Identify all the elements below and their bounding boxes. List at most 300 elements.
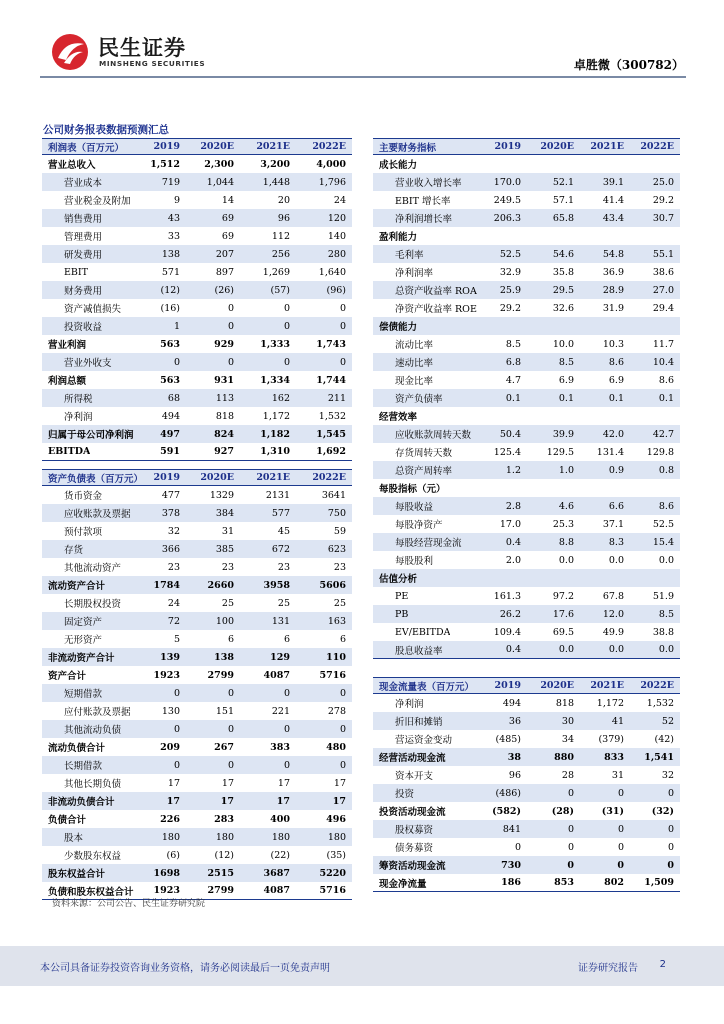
cell-value: 1,448 bbox=[262, 176, 290, 188]
cell-value: 400 bbox=[270, 813, 290, 825]
cell-value: 496 bbox=[326, 813, 346, 825]
cell-value: 130 bbox=[161, 705, 180, 717]
year-header: 2022E bbox=[312, 141, 346, 152]
cell-value: 68 bbox=[167, 392, 180, 404]
cell-value: 0.9 bbox=[608, 464, 624, 476]
cell-value: (12) bbox=[160, 284, 180, 296]
table-row bbox=[373, 838, 680, 856]
year-header: 2019 bbox=[153, 141, 180, 152]
cell-value: 8.5 bbox=[505, 338, 521, 350]
cell-value: 180 bbox=[215, 831, 234, 843]
cell-value: 480 bbox=[326, 741, 346, 753]
row-label: 每股净资产 bbox=[395, 520, 443, 531]
table-header-row bbox=[42, 138, 352, 155]
row-label: EBIT 增长率 bbox=[395, 196, 451, 207]
cell-value: 571 bbox=[161, 266, 180, 278]
table-row bbox=[373, 587, 680, 605]
cell-value: 1698 bbox=[153, 867, 180, 879]
cell-value: 0 bbox=[567, 859, 574, 871]
cell-value: 0 bbox=[617, 859, 624, 871]
cell-value: 163 bbox=[327, 615, 346, 627]
cell-value: 131.4 bbox=[596, 446, 624, 458]
row-label: 负债和股东权益合计 bbox=[48, 886, 134, 898]
cell-value: 17 bbox=[167, 777, 180, 789]
cell-value: 0.0 bbox=[608, 644, 624, 655]
cell-value: 0 bbox=[283, 320, 290, 332]
cell-value: (31) bbox=[601, 805, 624, 817]
cell-value: 0 bbox=[227, 356, 234, 368]
table-row bbox=[373, 299, 680, 317]
cell-value: 26.2 bbox=[499, 608, 521, 620]
table-row bbox=[42, 540, 352, 558]
cell-value: 0.0 bbox=[658, 554, 674, 566]
table-row bbox=[373, 802, 680, 820]
cell-value: 802 bbox=[604, 877, 624, 888]
table-row bbox=[373, 317, 680, 335]
row-label: 营业成本 bbox=[64, 178, 103, 189]
cell-value: 3958 bbox=[263, 579, 290, 591]
row-label: 投资 bbox=[395, 789, 415, 800]
cell-value: 8.5 bbox=[558, 356, 574, 368]
table-row bbox=[373, 694, 680, 712]
cell-value: 6 bbox=[227, 633, 234, 645]
cell-value: 5220 bbox=[319, 867, 346, 879]
cell-value: 180 bbox=[161, 831, 180, 843]
financial-ratios-table bbox=[373, 138, 680, 659]
row-label: 所得税 bbox=[64, 394, 93, 405]
cell-value: 138 bbox=[161, 248, 180, 260]
row-label: 总资产收益率 ROA bbox=[395, 286, 477, 297]
cell-value: 0.0 bbox=[558, 554, 574, 566]
cell-value: 0 bbox=[567, 787, 574, 799]
cell-value: 0 bbox=[283, 759, 290, 771]
table-row bbox=[373, 389, 680, 407]
row-label: 每股经营现金流 bbox=[395, 538, 462, 549]
cell-value: 577 bbox=[271, 507, 290, 519]
table-row bbox=[42, 558, 352, 576]
cell-value: 3641 bbox=[321, 489, 346, 501]
cell-value: 59 bbox=[333, 525, 346, 537]
cell-value: 43 bbox=[167, 212, 180, 224]
row-label: 毛利率 bbox=[395, 250, 424, 261]
cell-value: 0.0 bbox=[658, 644, 674, 655]
cell-value: 385 bbox=[215, 543, 234, 555]
cell-value: 0 bbox=[227, 302, 234, 314]
cell-value: 33 bbox=[167, 230, 180, 242]
cell-value: 3687 bbox=[263, 867, 290, 879]
cell-value: 39.9 bbox=[552, 428, 574, 440]
table-row bbox=[373, 407, 680, 425]
row-label: 盈利能力 bbox=[379, 232, 418, 243]
cell-value: 8.5 bbox=[658, 608, 674, 620]
cell-value: 0.0 bbox=[608, 554, 624, 566]
table-row bbox=[42, 425, 352, 443]
table-row bbox=[373, 209, 680, 227]
row-label: 短期借款 bbox=[64, 689, 103, 700]
cell-value: 0 bbox=[617, 841, 624, 853]
table-row bbox=[373, 263, 680, 281]
table-row bbox=[373, 479, 680, 497]
row-label: 债务募资 bbox=[395, 843, 434, 854]
table-row bbox=[373, 353, 680, 371]
cell-value: 0 bbox=[667, 823, 674, 835]
table-row bbox=[373, 820, 680, 838]
cell-value: 4.7 bbox=[505, 374, 521, 386]
cell-value: 50.4 bbox=[499, 428, 521, 440]
report-type: 证券研究报告 bbox=[578, 963, 638, 974]
cell-value: 0 bbox=[339, 687, 346, 699]
row-label: 管理费用 bbox=[64, 232, 103, 243]
cell-value: 17 bbox=[277, 777, 290, 789]
row-label: 应付账款及票据 bbox=[64, 707, 131, 718]
year-header: 2020E bbox=[540, 141, 574, 152]
table-row bbox=[42, 389, 352, 407]
year-header: 2020E bbox=[200, 472, 234, 483]
cell-value: 853 bbox=[554, 877, 574, 888]
table-row bbox=[373, 874, 680, 892]
cell-value: 226 bbox=[160, 813, 180, 825]
cell-value: 23 bbox=[167, 561, 180, 573]
cell-value: 0.1 bbox=[608, 392, 624, 404]
cell-value: 45 bbox=[277, 525, 290, 537]
row-label: 存货周转天数 bbox=[395, 448, 453, 459]
cell-value: 112 bbox=[271, 230, 290, 242]
table-row bbox=[42, 407, 352, 425]
table-row bbox=[42, 486, 352, 504]
brand-name: 民生证券 bbox=[98, 36, 186, 60]
table-row bbox=[373, 515, 680, 533]
row-label: 估值分析 bbox=[379, 574, 418, 585]
table-row bbox=[42, 864, 352, 882]
cell-value: 30.7 bbox=[652, 212, 674, 224]
table-row bbox=[373, 712, 680, 730]
cell-value: 25 bbox=[277, 597, 290, 609]
cell-value: 25.3 bbox=[552, 518, 574, 530]
row-label: 现金比率 bbox=[395, 376, 434, 387]
cell-value: 138 bbox=[214, 651, 234, 663]
table-row bbox=[42, 335, 352, 353]
cell-value: 10.4 bbox=[652, 356, 674, 368]
cell-value: 41.4 bbox=[602, 194, 624, 206]
table-row bbox=[42, 191, 352, 209]
source-note: 资料来源：公司公告、民生证券研究院 bbox=[52, 899, 206, 909]
row-label: 速动比率 bbox=[395, 358, 434, 369]
cell-value: 256 bbox=[271, 248, 290, 260]
year-header: 2020E bbox=[540, 680, 574, 691]
cell-value: 6 bbox=[339, 633, 346, 645]
cell-value: 1.0 bbox=[558, 464, 574, 476]
cell-value: 1,744 bbox=[316, 374, 346, 386]
cell-value: 2,300 bbox=[204, 158, 234, 170]
cell-value: 0.1 bbox=[558, 392, 574, 404]
cell-value: 4087 bbox=[263, 885, 290, 896]
table-row bbox=[373, 605, 680, 623]
cell-value: 1,310 bbox=[260, 446, 290, 457]
cell-value: 170.0 bbox=[493, 176, 521, 188]
year-header: 2021E bbox=[590, 680, 624, 691]
cell-value: 211 bbox=[327, 392, 346, 404]
row-label: 销售费用 bbox=[64, 214, 103, 225]
cell-value: 0 bbox=[567, 823, 574, 835]
table-row bbox=[373, 856, 680, 874]
cell-value: 120 bbox=[327, 212, 346, 224]
row-label: 营运资金变动 bbox=[395, 735, 453, 746]
table-row bbox=[42, 738, 352, 756]
table-row bbox=[373, 623, 680, 641]
row-label: 货币资金 bbox=[64, 491, 103, 502]
cell-value: 32 bbox=[661, 769, 674, 781]
cell-value: 31.9 bbox=[602, 302, 624, 314]
row-label: 无形资产 bbox=[64, 635, 103, 646]
row-label: 营业外收支 bbox=[64, 358, 112, 369]
cell-value: 0 bbox=[283, 687, 290, 699]
cell-value: 0 bbox=[283, 302, 290, 314]
row-label: 净资产收益率 ROE bbox=[395, 304, 477, 315]
cell-value: 5 bbox=[173, 633, 180, 645]
row-label: EBITDA bbox=[48, 446, 91, 457]
cell-value: 55.1 bbox=[652, 248, 674, 260]
cell-value: 591 bbox=[160, 446, 180, 457]
table-row bbox=[42, 810, 352, 828]
page-number: 2 bbox=[659, 959, 666, 970]
cell-value: 96 bbox=[277, 212, 290, 224]
table-row bbox=[42, 522, 352, 540]
cell-value: 1,333 bbox=[260, 338, 290, 350]
cell-value: 1,334 bbox=[260, 374, 290, 386]
cell-value: 0 bbox=[514, 841, 521, 853]
cell-value: 23 bbox=[333, 561, 346, 573]
row-label: 长期借款 bbox=[64, 761, 103, 772]
cell-value: 49.9 bbox=[602, 626, 624, 638]
row-label: 经营活动现金流 bbox=[379, 753, 446, 764]
cell-value: (28) bbox=[551, 805, 574, 817]
table-row bbox=[373, 569, 680, 587]
year-header: 2019 bbox=[494, 680, 521, 691]
cell-value: 1,182 bbox=[260, 428, 290, 440]
table-row bbox=[42, 245, 352, 263]
row-label: 长期股权投资 bbox=[64, 599, 122, 610]
cell-value: 17 bbox=[220, 795, 234, 807]
cell-value: (96) bbox=[326, 284, 346, 296]
cell-value: 51.9 bbox=[652, 590, 674, 602]
row-label: 少数股东权益 bbox=[64, 851, 122, 862]
cell-value: 730 bbox=[501, 859, 521, 871]
cell-value: (485) bbox=[495, 733, 521, 745]
cell-value: 180 bbox=[271, 831, 290, 843]
cell-value: 29.2 bbox=[652, 194, 674, 206]
year-header: 2019 bbox=[153, 472, 180, 483]
row-label: 利润总额 bbox=[48, 376, 87, 387]
cell-value: 818 bbox=[215, 410, 234, 422]
row-label: 归属于母公司净利润 bbox=[48, 430, 134, 441]
cell-value: 563 bbox=[160, 374, 180, 386]
cell-value: 186 bbox=[501, 877, 521, 888]
cell-value: 23 bbox=[277, 561, 290, 573]
cell-value: 37.1 bbox=[602, 518, 624, 530]
cell-value: 0 bbox=[617, 787, 624, 799]
cell-value: 477 bbox=[161, 489, 180, 501]
cell-value: 1,172 bbox=[596, 697, 624, 709]
cell-value: 57.1 bbox=[552, 194, 574, 206]
cell-value: 2799 bbox=[207, 885, 234, 896]
year-header: 2022E bbox=[312, 472, 346, 483]
cell-value: 17 bbox=[221, 777, 234, 789]
row-label: 净利润增长率 bbox=[395, 214, 453, 225]
minsheng-logo-icon bbox=[50, 32, 90, 72]
table-row bbox=[42, 612, 352, 630]
cell-value: 1,640 bbox=[318, 266, 346, 278]
cell-value: 927 bbox=[214, 446, 234, 457]
cell-value: 497 bbox=[160, 428, 180, 440]
cell-value: 69 bbox=[221, 230, 234, 242]
table-row bbox=[42, 792, 352, 810]
row-label: 营业总收入 bbox=[48, 160, 96, 171]
table-row bbox=[373, 227, 680, 245]
cell-value: 6 bbox=[283, 633, 290, 645]
cell-value: 131 bbox=[271, 615, 290, 627]
cell-value: 9 bbox=[173, 194, 180, 206]
row-label: 研发费用 bbox=[64, 250, 103, 261]
table-row bbox=[373, 173, 680, 191]
cell-value: 11.7 bbox=[652, 338, 674, 350]
cell-value: 52.5 bbox=[499, 248, 521, 260]
cell-value: 2799 bbox=[207, 669, 234, 681]
cell-value: (486) bbox=[495, 787, 521, 799]
cell-value: 27.0 bbox=[652, 284, 674, 296]
table-row bbox=[373, 641, 680, 659]
table-row bbox=[373, 371, 680, 389]
cell-value: 14 bbox=[221, 194, 234, 206]
cell-value: 0 bbox=[667, 787, 674, 799]
cell-value: 563 bbox=[160, 338, 180, 350]
company-ticker: 卓胜微（300782） bbox=[573, 58, 684, 72]
cell-value: 69 bbox=[221, 212, 234, 224]
cell-value: (57) bbox=[270, 284, 290, 296]
cell-value: 280 bbox=[327, 248, 346, 260]
table-row bbox=[42, 263, 352, 281]
cell-value: 1,796 bbox=[318, 176, 346, 188]
cell-value: 4.6 bbox=[558, 500, 574, 512]
cell-value: 209 bbox=[160, 741, 180, 753]
cell-value: 1,512 bbox=[150, 158, 180, 170]
table-title: 现金流量表（百万元） bbox=[379, 681, 475, 693]
year-header: 2020E bbox=[200, 141, 234, 152]
cell-value: 249.5 bbox=[493, 194, 521, 206]
table-row bbox=[373, 245, 680, 263]
year-header: 2022E bbox=[640, 141, 674, 152]
cell-value: 31 bbox=[611, 769, 624, 781]
cell-value: 494 bbox=[502, 697, 521, 709]
brand-name-en: MINSHENG SECURITIES bbox=[99, 59, 206, 68]
row-label: 净利润率 bbox=[395, 268, 434, 279]
table-row bbox=[373, 155, 680, 173]
cell-value: 1784 bbox=[153, 579, 180, 591]
cell-value: 0 bbox=[339, 320, 346, 332]
table-row bbox=[373, 784, 680, 802]
cell-value: 10.0 bbox=[552, 338, 574, 350]
cell-value: 162 bbox=[271, 392, 290, 404]
row-label: 偿债能力 bbox=[379, 322, 418, 333]
cell-value: 2.8 bbox=[505, 500, 521, 512]
cell-value: 1923 bbox=[153, 669, 180, 681]
cell-value: 0 bbox=[173, 759, 180, 771]
cell-value: 0 bbox=[567, 841, 574, 853]
cell-value: 180 bbox=[327, 831, 346, 843]
cell-value: 36.9 bbox=[602, 266, 624, 278]
cell-value: 897 bbox=[215, 266, 234, 278]
cell-value: 8.6 bbox=[658, 500, 674, 512]
cell-value: 383 bbox=[270, 741, 290, 753]
cell-value: (582) bbox=[492, 805, 521, 817]
table-row bbox=[42, 630, 352, 648]
table-row bbox=[373, 425, 680, 443]
row-label: 资产合计 bbox=[48, 671, 87, 682]
cell-value: 151 bbox=[215, 705, 234, 717]
table-row bbox=[373, 335, 680, 353]
cell-value: 2515 bbox=[207, 867, 234, 879]
cell-value: (12) bbox=[214, 849, 234, 861]
cell-value: 42.7 bbox=[652, 428, 674, 440]
table-row bbox=[42, 371, 352, 389]
cell-value: 25.9 bbox=[499, 284, 521, 296]
cell-value: 0 bbox=[339, 759, 346, 771]
cell-value: (16) bbox=[160, 302, 180, 314]
cell-value: 25 bbox=[221, 597, 234, 609]
row-label: 流动资产合计 bbox=[48, 581, 106, 592]
table-row bbox=[373, 497, 680, 515]
cell-value: 841 bbox=[502, 823, 521, 835]
cell-value: 23 bbox=[221, 561, 234, 573]
cell-value: 750 bbox=[327, 507, 346, 519]
cell-value: 32.6 bbox=[552, 302, 574, 314]
cell-value: 2131 bbox=[265, 489, 290, 501]
cell-value: 5716 bbox=[319, 885, 346, 896]
cell-value: 378 bbox=[161, 507, 180, 519]
cell-value: (42) bbox=[654, 733, 674, 745]
table-row bbox=[42, 756, 352, 774]
row-label: 资本开支 bbox=[395, 771, 434, 782]
cell-value: 366 bbox=[161, 543, 180, 555]
cell-value: 0 bbox=[173, 687, 180, 699]
cell-value: 3,200 bbox=[260, 158, 290, 170]
cell-value: 1 bbox=[173, 320, 180, 332]
cell-value: 109.4 bbox=[493, 626, 521, 638]
row-label: 净利润 bbox=[64, 412, 93, 423]
cell-value: (6) bbox=[166, 849, 180, 861]
cell-value: 38 bbox=[507, 751, 521, 763]
cell-value: 283 bbox=[214, 813, 234, 825]
cell-value: 4,000 bbox=[316, 158, 346, 170]
cell-value: 384 bbox=[215, 507, 234, 519]
cell-value: 207 bbox=[215, 248, 234, 260]
table-row bbox=[373, 748, 680, 766]
row-label: 其他长期负债 bbox=[64, 779, 122, 790]
row-label: 净利润 bbox=[395, 699, 424, 710]
cell-value: 25 bbox=[333, 597, 346, 609]
row-label: 投资收益 bbox=[64, 322, 103, 333]
cell-value: 54.8 bbox=[602, 248, 624, 260]
row-label: PE bbox=[395, 590, 409, 602]
cell-value: 1,172 bbox=[262, 410, 290, 422]
cell-value: 17 bbox=[276, 795, 290, 807]
cell-value: 139 bbox=[160, 651, 180, 663]
cell-value: 29.4 bbox=[652, 302, 674, 314]
cell-value: 0 bbox=[617, 823, 624, 835]
cell-value: 494 bbox=[161, 410, 180, 422]
row-label: 投资活动现金流 bbox=[379, 807, 446, 818]
cell-value: 1329 bbox=[209, 489, 234, 501]
year-header: 2019 bbox=[494, 141, 521, 152]
